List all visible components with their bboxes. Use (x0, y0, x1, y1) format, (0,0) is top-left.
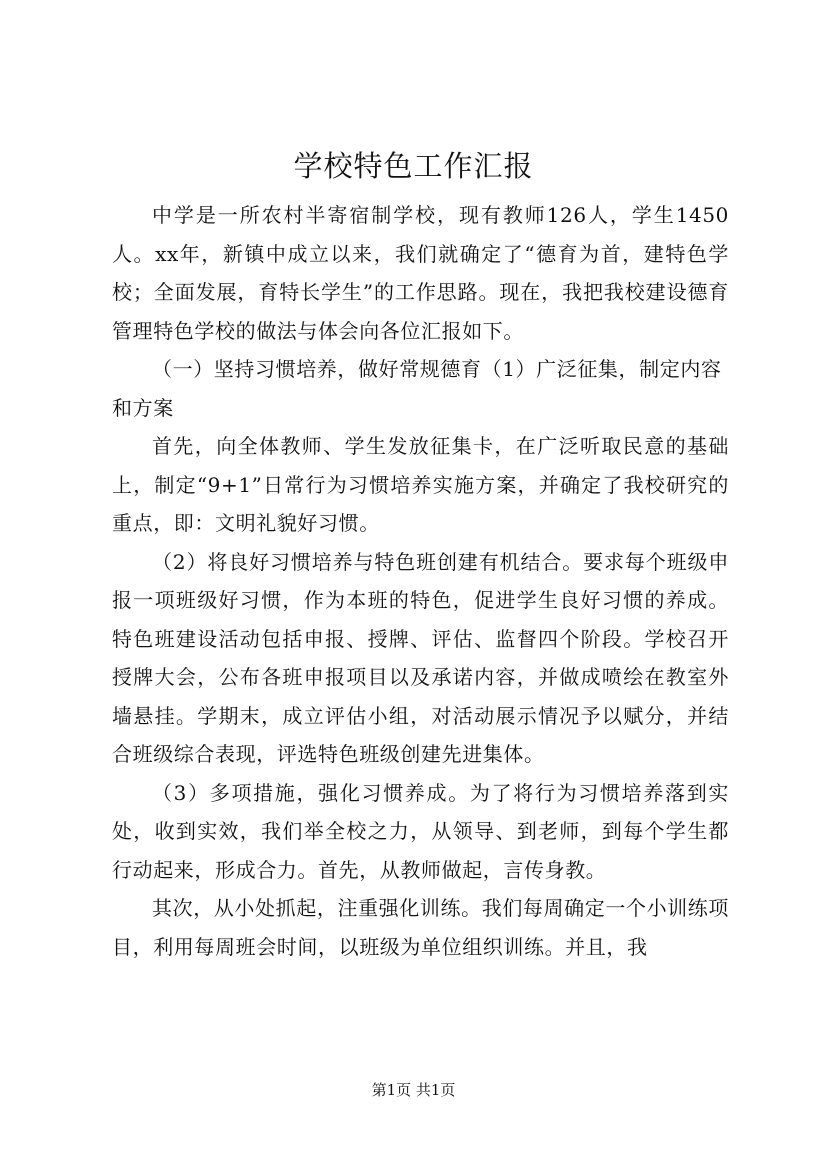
document-body (112, 196, 729, 966)
paragraph-measures: （3）多项措施，强化习惯养成。为了将行为习惯培养落到实处，收到实效，我们举全校之力，从领导、到老师，到每个学生都行动起来，形成合力。首先，从教师做起，言传身教。 (112, 780, 729, 882)
page-footer: 第1页 共1页 (371, 1081, 456, 1099)
paragraph-special-class: （2）将良好习惯培养与特色班创建有机结合。要求每个班级申报一项班级好习惯，作为本班的特色，促进学生良好习惯的养成。特色班建设活动包括申报、授牌、评估、监督四个阶段。学校召开授牌大会，公布各班申报项目以及承诺内容，并做成喷绘在教室外墙悬挂。学期末，成立评估小组，对活动展示情况予以赋分，并结合班级综合表现，评选特色班级创建先进集体。 (112, 549, 729, 766)
paragraph-section-1-heading: （一）坚持习惯培养，做好常规德育（1）广泛征集，制定内容和方案 (112, 357, 722, 420)
document-title: 学校特色工作汇报 (293, 149, 534, 183)
paragraph-training: 其次，从小处抓起，注重强化训练。我们每周确定一个小训练项目，利用每周班会时间，以班级为单位组织训练。并且，我 (112, 896, 729, 959)
paragraph-intro: 中学是一所农村半寄宿制学校，现有教师126人，学生1450人。xx年，新镇中成立以来，我们就确定了“德育为首，建特色学校；全面发展，育特长学生”的工作思路。现在，我把我校建设德育管理特色学校的做法与体会向各位汇报如下。 (112, 203, 729, 343)
paragraph-collection: 首先，向全体教师、学生发放征集卡，在广泛听取民意的基础上，制定“9+1”日常行为习惯培养实施方案，并确定了我校研究的重点，即：文明礼貌好习惯。 (112, 434, 729, 535)
